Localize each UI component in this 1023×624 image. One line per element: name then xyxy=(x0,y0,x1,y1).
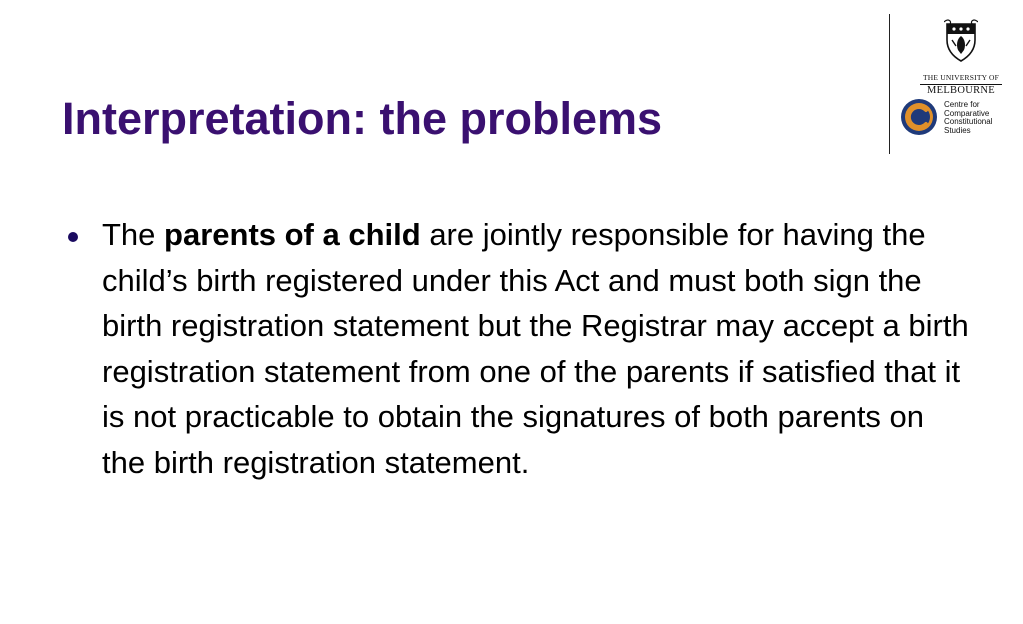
slide-title: Interpretation: the problems xyxy=(62,93,663,144)
centre-name xyxy=(944,101,992,135)
centre-logo xyxy=(900,98,1020,148)
university-logo xyxy=(916,18,1002,102)
centre-name-line: Constitutional xyxy=(944,117,993,126)
bullet-prefix: The xyxy=(102,217,165,252)
university-name-line1: THE UNIVERSITY OF xyxy=(922,73,1000,82)
bullet-dot-icon xyxy=(68,232,78,242)
bullet-list xyxy=(62,212,972,485)
centre-name-line: Studies xyxy=(944,125,971,135)
header-divider xyxy=(889,14,890,154)
centre-name-line: Centre for xyxy=(944,100,980,109)
logo-panel xyxy=(898,14,1018,156)
bullet-text: are jointly responsible for having the child’s birth registered under this Act and must both sign the birth registration statement but the Registrar may accept a birth registration statement from one of the parents if satisfied that it is not practicable to obtain the signatures of both parents on the birth registration statement. xyxy=(102,217,969,480)
university-name xyxy=(916,73,1006,96)
university-name-line2: MELBOURNE xyxy=(920,84,1002,96)
university-crest-icon xyxy=(944,18,978,62)
bullet-bold-phrase: parents of a child xyxy=(164,217,421,252)
ccs-c-logo-icon xyxy=(900,98,938,136)
centre-name-line: Comparative xyxy=(944,108,990,118)
bullet-item xyxy=(62,212,972,485)
